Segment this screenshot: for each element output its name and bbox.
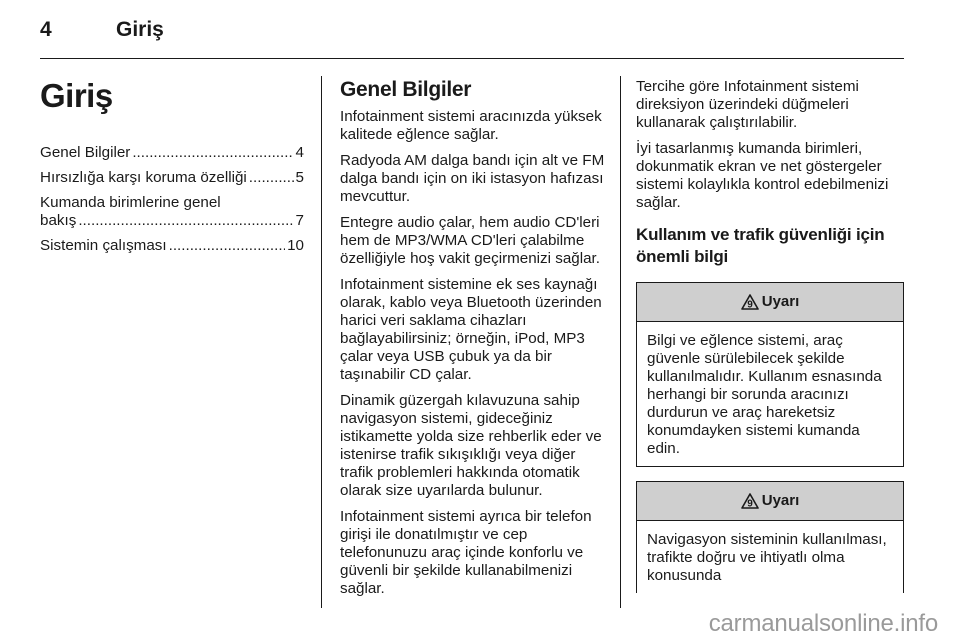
toc-label-line1: Kumanda birimlerine genel: [40, 194, 221, 211]
toc-item-kumanda-birimleri[interactable]: [40, 194, 304, 230]
warning-title: Uyarı: [761, 293, 800, 310]
paragraph: Infotainment sistemi aracınızda yüksek kalitede eğlence sağlar.: [340, 108, 602, 143]
warning-text: Navigasyon sisteminin kullanılması, trafikte doğru ve ihtiyatlı olma konusunda: [647, 531, 887, 584]
toc-column: [40, 78, 304, 262]
svg-text:9: 9: [746, 299, 753, 310]
toc-leader: [249, 169, 294, 187]
toc-item-hirsizliga-karsi[interactable]: [40, 169, 304, 187]
toc-label: bakış: [40, 212, 77, 229]
toc-leader: [132, 144, 293, 162]
toc-label: Sistemin çalışması: [40, 237, 167, 254]
toc-label: Genel Bilgiler: [40, 144, 131, 161]
header-rule: [40, 58, 904, 59]
toc-label: Hırsızlığa karşı koruma özelliği: [40, 169, 247, 186]
warning-box-1: [636, 282, 904, 467]
subsection-title: Kullanım ve trafik güvenliği için önemli bilgi: [636, 225, 885, 266]
general-info-column: [340, 78, 606, 606]
toc-page: 7: [295, 212, 304, 229]
warning-box-2: [636, 481, 904, 593]
warning-triangle-icon: [741, 493, 759, 509]
paragraph: Infotainment sistemine ek ses kaynağı olarak, kablo veya Bluetooth üzerinden harici veri saklama cihazları bağlayabilirsiniz; örneğin, iPod, MP3 çalar veya USB çubuk ya da bir taşınabilir CD çalar.: [340, 276, 602, 383]
paragraph: Radyoda AM dalga bandı için alt ve FM dalga bandı için on iki istasyon hafızası mevcuttur.: [340, 152, 605, 205]
right-column: [636, 78, 904, 607]
paragraph: Entegre audio çalar, hem audio CD'leri hem de MP3/WMA CD'leri çalabilme özelliğiyle hoş vakit geçirmenizi sağlar.: [340, 214, 600, 267]
paragraph: Tercihe göre Infotainment sistemi direksiyon üzerindeki düğmeleri kullanarak çalıştırılabilir.: [636, 78, 859, 131]
warning-header: [637, 283, 903, 322]
running-title: Giriş: [116, 18, 164, 41]
warning-header: [637, 482, 903, 521]
paragraph: Dinamik güzergah kılavuzuna sahip navigasyon sistemi, gideceğiniz istikamette yolda size rehberlik eder ve istenirse trafik sıkışıklığı veya diğer trafik problemleri hakkında otomatik olarak size uyarılarda bulunur.: [340, 392, 602, 499]
toc-item-genel-bilgiler[interactable]: [40, 144, 304, 162]
watermark: carmanualsonline.info: [708, 610, 938, 637]
toc-leader: [78, 212, 293, 230]
paragraph: Infotainment sistemi ayrıca bir telefon girişi ile donatılmıştır ve cep telefonunuzu araç içinde konforlu ve güvenli bir şekilde kullanabilmenizi sağlar.: [340, 508, 592, 597]
column-divider-2: [620, 76, 621, 608]
section-title: Genel Bilgiler: [340, 78, 472, 101]
page-header: [40, 18, 920, 46]
page-number: 4: [40, 18, 52, 41]
toc-page: 5: [295, 169, 304, 186]
column-divider-1: [321, 76, 322, 608]
paragraph: İyi tasarlanmış kumanda birimleri, dokunmatik ekran ve net göstergeler sistemi kolaylıkla kontrol edebilmenizi sağlar.: [636, 140, 889, 211]
toc-item-sistemin-calismasi[interactable]: [40, 237, 304, 255]
chapter-title: Giriş: [40, 77, 113, 114]
warning-text: Bilgi ve eğlence sistemi, araç güvenle sürülebilecek şekilde kullanılmalıdır. Kullanım esnasında herhangi bir sorunda aracınızı durdurun ve araç hareketsiz konumdayken sistemi kumanda edin.: [647, 332, 882, 457]
toc-page: 10: [287, 237, 304, 254]
svg-text:9: 9: [746, 498, 753, 509]
toc-leader: [169, 237, 285, 255]
toc-page: 4: [295, 144, 304, 161]
warning-title: Uyarı: [761, 492, 800, 509]
warning-triangle-icon: [741, 294, 759, 310]
